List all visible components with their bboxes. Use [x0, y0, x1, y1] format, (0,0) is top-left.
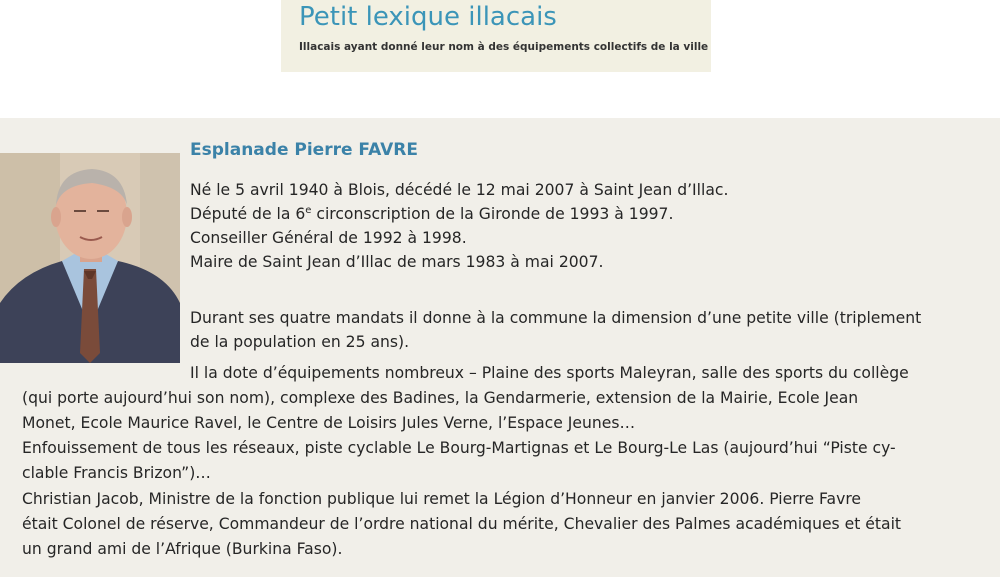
- body-line: un grand ami de l’Afrique (Burkina Faso).: [22, 540, 343, 558]
- bio-line: Conseiller Général de 1992 à 1998.: [190, 229, 467, 247]
- body-line: Durant ses quatre mandats il donne à la commune la dimension d’une petite ville (triplement: [190, 309, 922, 327]
- bio-line: Maire de Saint Jean d’Illac de mars 1983 à mai 2007.: [190, 253, 604, 271]
- body-line: était Colonel de réserve, Commandeur de l’ordre national du mérite, Chevalier des Palmes académiques et était: [22, 515, 902, 533]
- bio-text: circonscription de la Gironde de 1993 à 1997.: [311, 205, 674, 223]
- bio-line: [190, 204, 673, 224]
- body-line: Christian Jacob, Ministre de la fonction publique lui remet la Légion d’Honneur en janvier 2006. Pierre Favre: [22, 490, 861, 508]
- portrait-photo: [0, 153, 180, 363]
- body-line: Enfouissement de tous les réseaux, piste cyclable Le Bourg-Martignas et Le Bourg-Le Las (aujourd’hui “Piste cy-: [22, 439, 896, 457]
- body-line: clable Francis Brizon”)…: [22, 464, 211, 482]
- header-title: Petit lexique illacais: [299, 2, 557, 32]
- body-line: Il la dote d’équipements nombreux – Plaine des sports Maleyran, salle des sports du collège: [190, 364, 909, 382]
- bio-line: Né le 5 avril 1940 à Blois, décédé le 12 mai 2007 à Saint Jean d’Illac.: [190, 181, 729, 199]
- body-line: de la population en 25 ans).: [190, 333, 410, 351]
- bio-superscript: e: [305, 204, 312, 216]
- body-line: Monet, Ecole Maurice Ravel, le Centre de Loisirs Jules Verne, l’Espace Jeunes…: [22, 414, 636, 432]
- body-line: (qui porte aujourd’hui son nom), complexe des Badines, la Gendarmerie, extension de la Mairie, Ecole Jean: [22, 389, 859, 407]
- header-subtitle: Illacais ayant donné leur nom à des équipements collectifs de la ville: [299, 41, 709, 53]
- bio-text: Député de la 6: [190, 205, 306, 223]
- page-header: [281, 0, 711, 72]
- article-panel: [0, 118, 1000, 577]
- article-title: Esplanade Pierre FAVRE: [190, 140, 418, 160]
